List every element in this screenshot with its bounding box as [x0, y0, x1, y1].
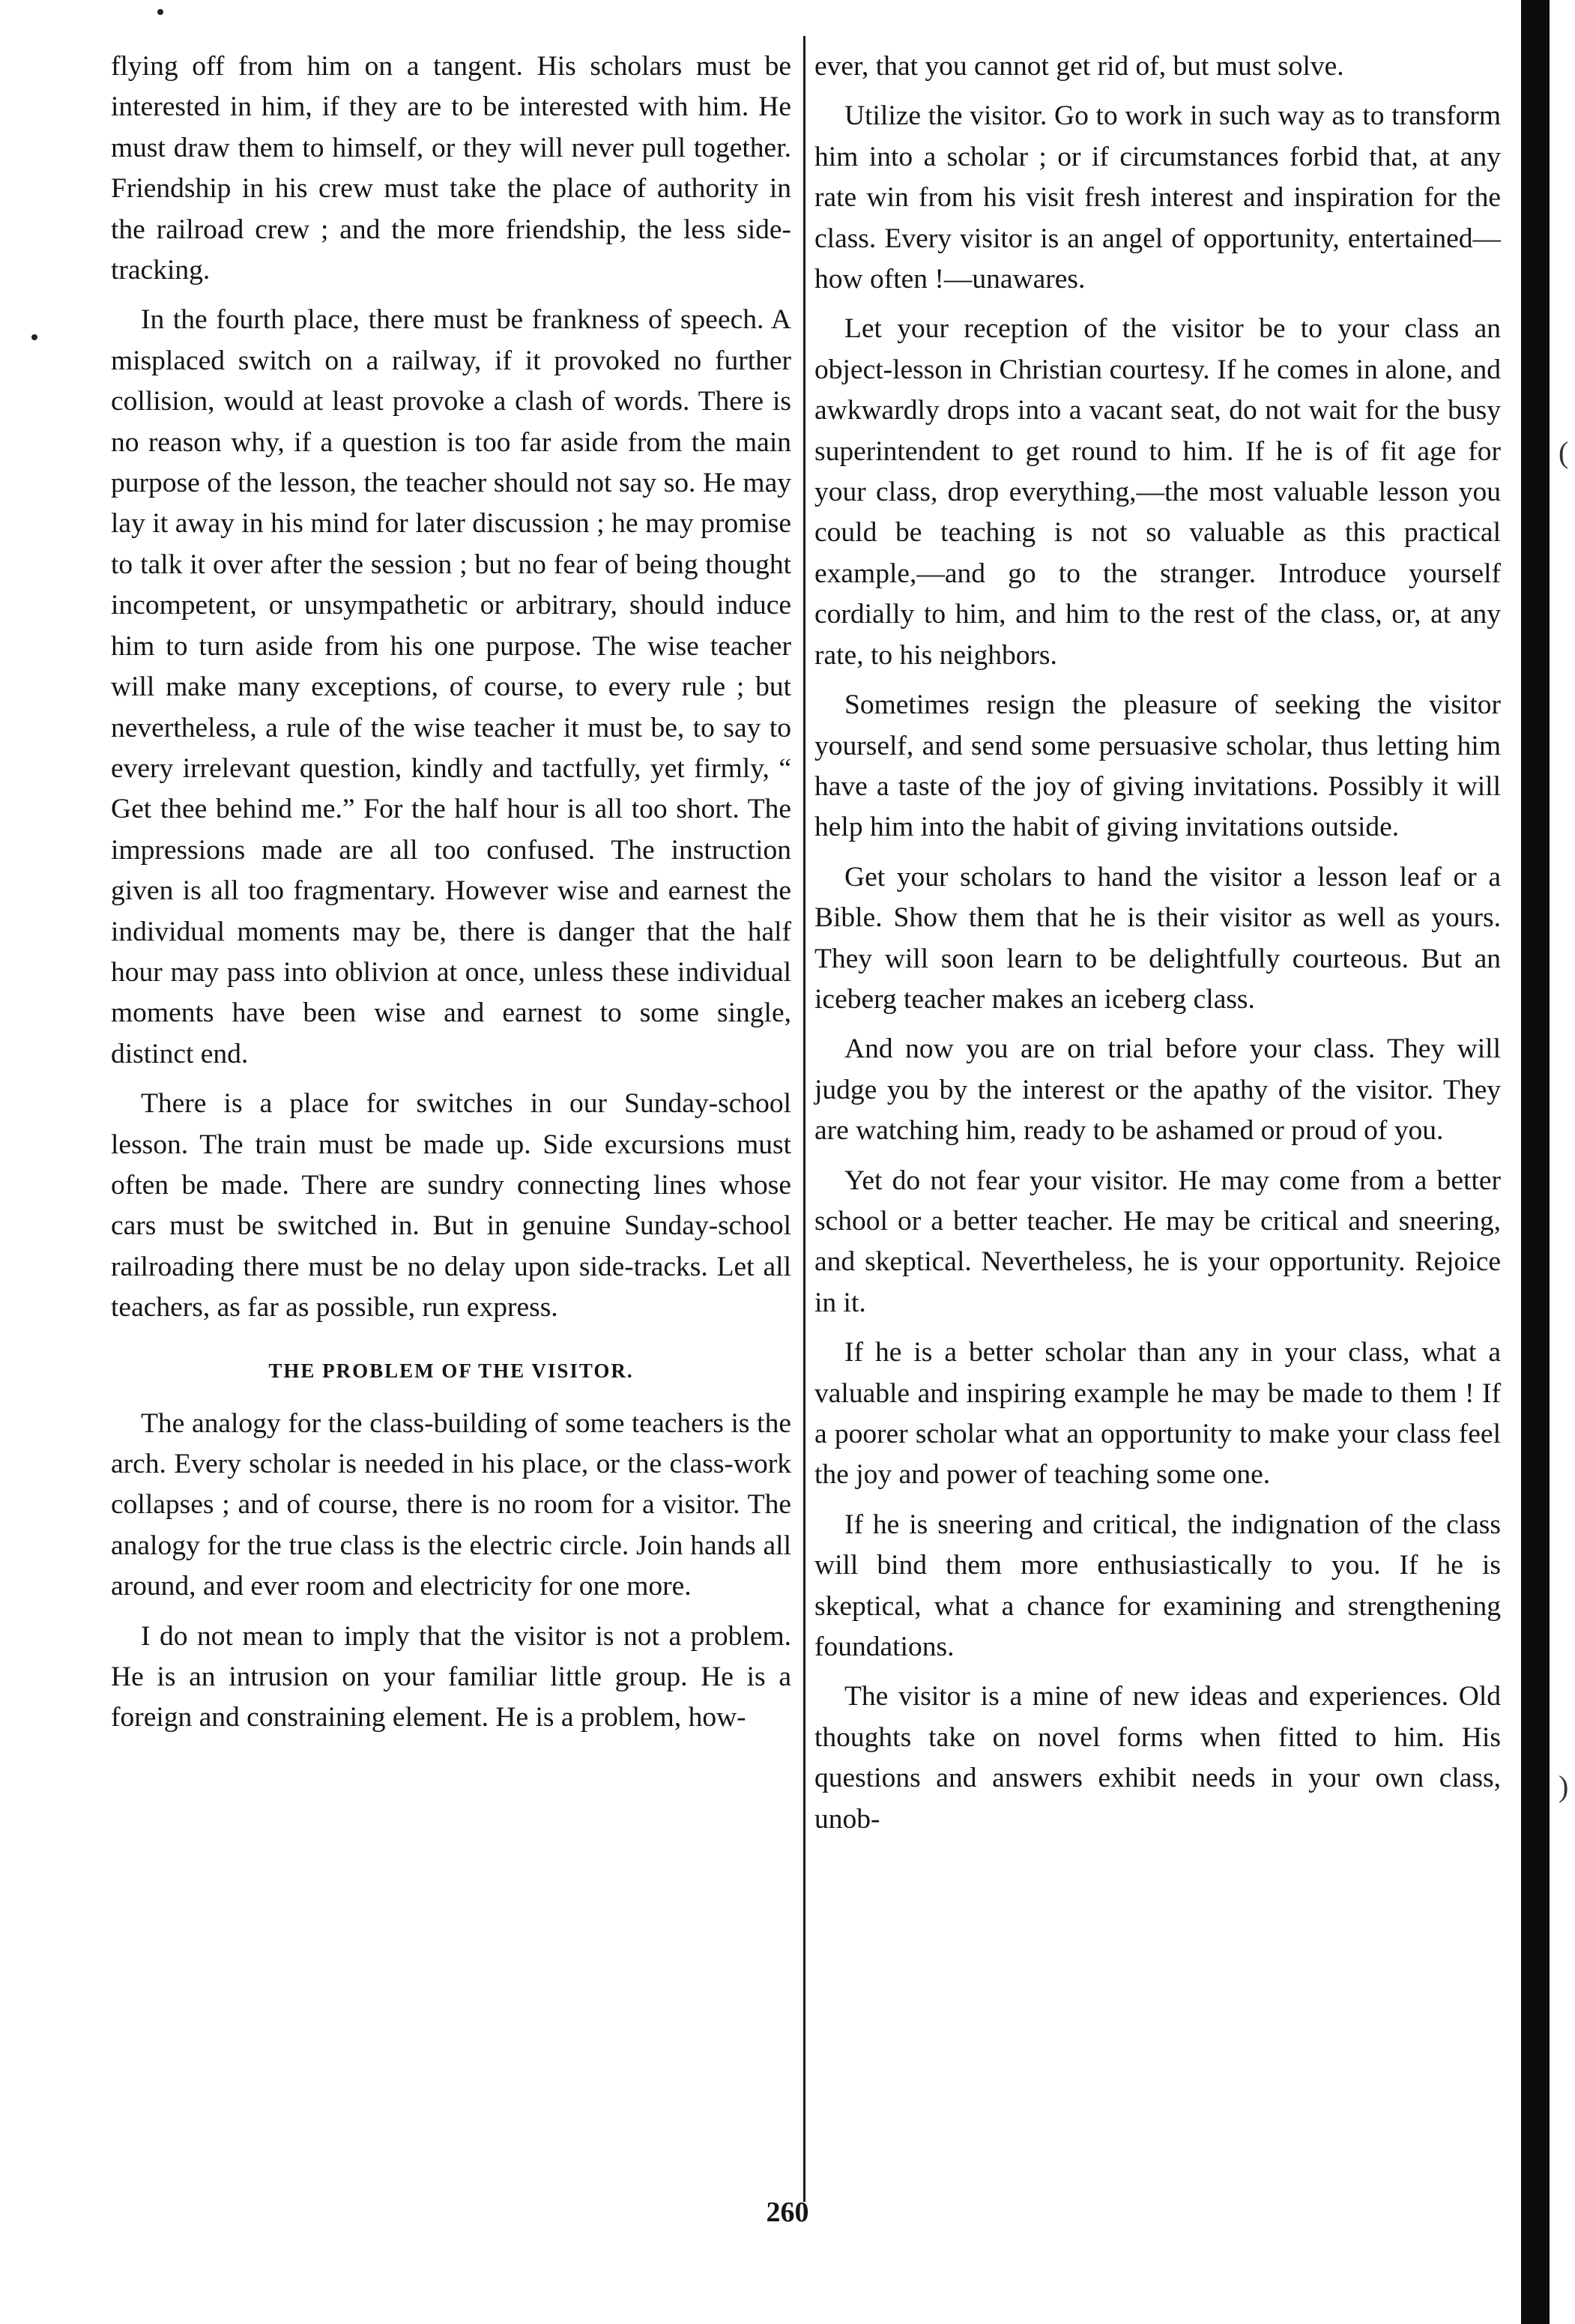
- paragraph: The visitor is a mine of new ideas and experiences. Old thoughts take on novel forms when fitted to him. His questions and answers exhibit needs in your own class, unob-: [814, 1681, 1501, 1835]
- paragraph: Let your reception of the visitor be to your class an object-lesson in Christian courtesy. If he comes in alone, and awkwardly drops into a vacant seat, do not wait for the busy superintendent to get round to him. If he is of fit age for your class, drop everything,—the most valuable lesson you could be teaching is not so valuable as this practical example,—and go to the stranger. Introduce yourself cordially to him, and him to the rest of the class, or, at any rate, to his neighbors.: [814, 313, 1501, 671]
- margin-mark: ): [1559, 1769, 1569, 1803]
- ink-speck: [31, 334, 37, 340]
- paragraph: ever, that you cannot get rid of, but must solve.: [814, 51, 1344, 82]
- paragraph: Utilize the visitor. Go to work in such way as to transform him into a scholar ; or if circumstances forbid that, at any rate win from his visit fresh interest and inspiration for the class. Every visitor is an angel of opportunity, entertained—how often !—unawares.: [814, 100, 1501, 295]
- paragraph: And now you are on trial before your class. They will judge you by the interest or the apathy of the visitor. They are watching him, ready to be ashamed or proud of you.: [814, 1033, 1501, 1147]
- page-number: 260: [766, 2197, 809, 2228]
- section-heading: THE PROBLEM OF THE VISITOR.: [268, 1359, 634, 1382]
- paragraph: Sometimes resign the pleasure of seeking the visitor yourself, and send some persuasive scholar, thus letting him have a taste of the joy of giving invitations. Possibly it will help him into the habit of giving invitations outside.: [814, 689, 1501, 843]
- column-divider: [803, 36, 805, 2202]
- paragraph: Get your scholars to hand the visitor a lesson leaf or a Bible. Show them that he is their visitor as well as yours. They will soon learn to be delightfully courteous. But an iceberg teacher makes an iceberg class.: [814, 861, 1501, 1015]
- paragraph: The analogy for the class-building of some teachers is the arch. Every scholar is needed in his place, or the class-work collapses ; and of course, there is no room for a visitor. The analogy for the true class is the electric circle. Join hands all around, and ever room and electricity for one more.: [111, 1407, 791, 1602]
- left-column: [111, 46, 791, 1748]
- binding-edge: [1521, 0, 1550, 2324]
- paragraph: I do not mean to imply that the visitor is not a problem. He is an intrusion on your familiar little group. He is a foreign and constraining element. He is a problem, how-: [111, 1620, 791, 1733]
- right-column: [814, 46, 1501, 1849]
- paragraph: Yet do not fear your visitor. He may come from a better school or a better teacher. He may be critical and sneering, and skeptical. Nevertheless, he is your opportunity. Rejoice in it.: [814, 1165, 1501, 1318]
- paragraph: If he is a better scholar than any in your class, what a valuable and inspiring example he may be made to them ! If a poorer scholar what an opportunity to make your class feel the joy and power of teaching some one.: [814, 1337, 1501, 1491]
- paragraph: flying off from him on a tangent. His scholars must be interested in him, if they are to be interested with him. He must draw them to himself, or they will never pull together. Friendship in his crew must take the place of authority in the railroad crew ; and the more friendship, the less side-tracking.: [111, 51, 791, 286]
- paragraph: If he is sneering and critical, the indignation of the class will bind them more enthusiastically to you. If he is skeptical, what a chance for examining and strengthening foundations.: [814, 1509, 1501, 1663]
- paragraph: In the fourth place, there must be frankness of speech. A misplaced switch on a railway, if it provoked no further collision, would at least provoke a clash of words. There is no reason why, if a question is too far aside from the main purpose of the lesson, the teacher should not say so. He may lay it away in his mind for later discussion ; he may promise to talk it over after the session ; but no fear of being thought incompetent, or unsympathetic or arbitrary, should induce him to turn aside from his one purpose. The wise teacher will make many exceptions, of course, to every rule ; but nevertheless, a rule of the wise teacher it must be, to say to every irrelevant question, kindly and tactfully, yet firmly, “ Get thee behind me.” For the half hour is all too short. The impressions made are all too confused. The instruction given is all too fragmentary. However wise and earnest the individual moments may be, there is danger that the half hour may pass into oblivion at once, unless these individual moments have been wise and earnest to some single, distinct end.: [111, 304, 791, 1069]
- ink-speck: [157, 9, 163, 15]
- margin-mark: (: [1559, 435, 1569, 469]
- paragraph: There is a place for switches in our Sunday-school lesson. The train must be made up. Side excursions must often be made. There are sundry connecting lines whose cars must be switched in. But in genuine Sunday-school railroading there must be no delay upon side-tracks. Let all teachers, as far as possible, run express.: [111, 1088, 791, 1324]
